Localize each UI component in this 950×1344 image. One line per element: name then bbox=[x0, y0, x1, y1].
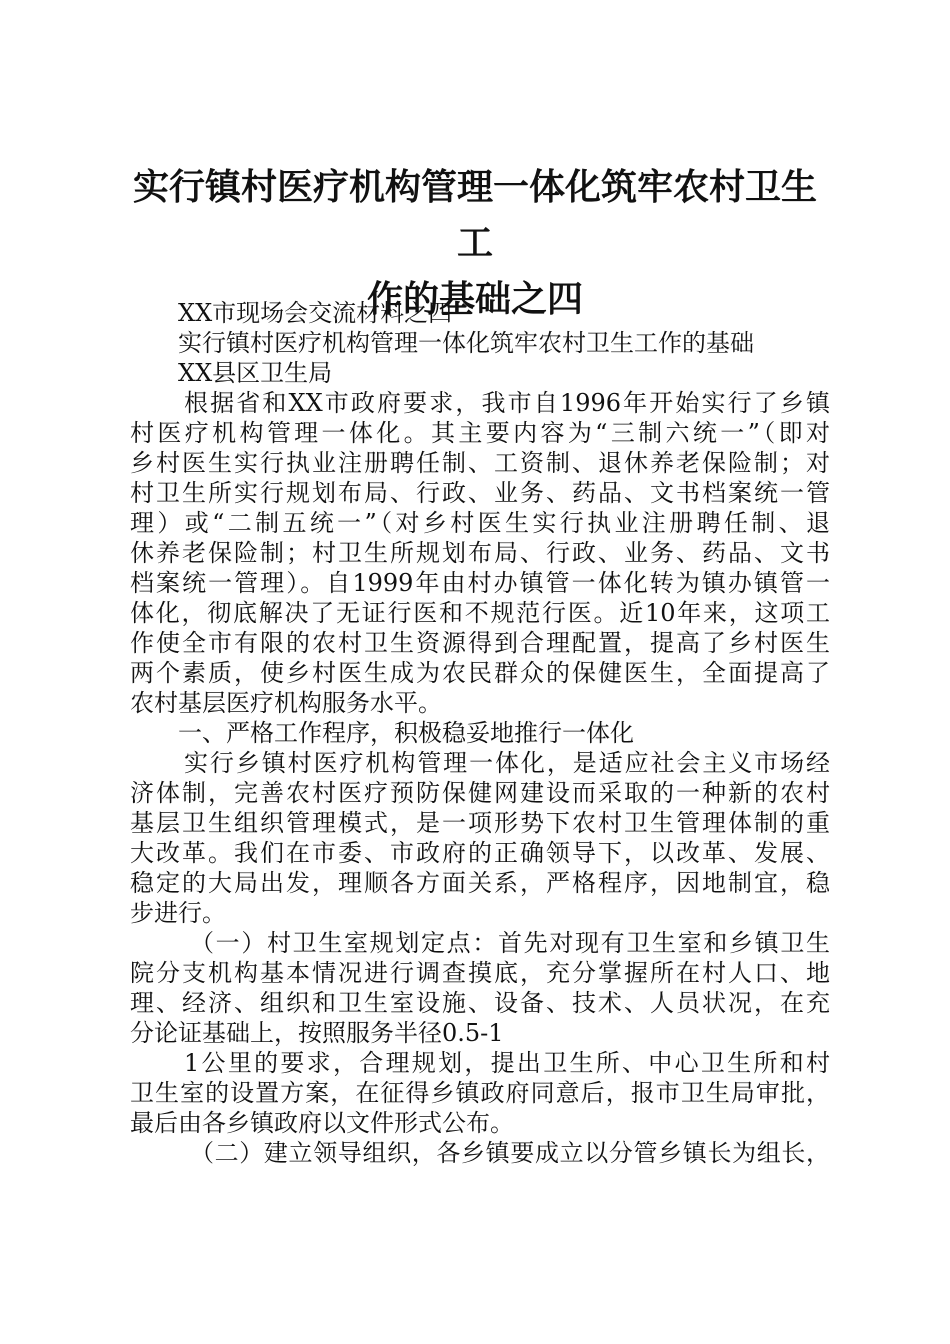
paragraph-line: 卫生室的设置方案，在征得乡镇政府同意后，报市卫生局审批， bbox=[130, 1079, 830, 1107]
section-heading: 一、严格工作程序，积极稳妥地推行一体化 bbox=[178, 719, 634, 747]
title-line-1: 实行镇村医疗机构管理一体化筑牢农村卫生工 bbox=[132, 167, 817, 264]
paragraph-line: 院分支机构基本情况进行调查摸底，充分掌握所在村人口、地 bbox=[130, 959, 830, 987]
paragraph-line: 济体制，完善农村医疗预防保健网建设而采取的一种新的农村 bbox=[130, 779, 830, 807]
document-body bbox=[130, 298, 830, 1168]
paragraph-line: 最后由各乡镇政府以文件形式公布。 bbox=[130, 1109, 514, 1137]
paragraph-line: （二）建立领导组织，各乡镇要成立以分管乡镇长为组长， bbox=[190, 1139, 830, 1167]
paragraph-line: 村卫生所实行规划布局、行政、业务、药品、文书档案统一管 bbox=[130, 479, 830, 507]
paragraph-line: 实行乡镇村医疗机构管理一体化，是适应社会主义市场经 bbox=[184, 749, 830, 777]
paragraph-line: 基层卫生组织管理模式，是一项形势下农村卫生管理体制的重 bbox=[130, 809, 830, 837]
subtitle-line: 实行镇村医疗机构管理一体化筑牢农村卫生工作的基础 bbox=[178, 329, 754, 357]
paragraph-line: 体化，彻底解决了无证行医和不规范行医。近10年来，这项工 bbox=[130, 599, 830, 627]
paragraph-line: 理、经济、组织和卫生室设施、设备、技术、人员状况，在充 bbox=[130, 989, 830, 1017]
paragraph-line: 档案统一管理）。自1999年由村办镇管一体化转为镇办镇管一 bbox=[130, 569, 830, 597]
paragraph-line: 分论证基础上，按照服务半径0.5-1 bbox=[130, 1019, 504, 1047]
title-line-2: 作的基础之四 bbox=[366, 279, 583, 320]
paragraph-line: 两个素质，使乡村医生成为农民群众的保健医生，全面提高了 bbox=[130, 659, 830, 687]
subtitle-line: XX市现场会交流材料之四 bbox=[178, 299, 453, 327]
paragraph-line: 农村基层医疗机构服务水平。 bbox=[130, 689, 442, 717]
paragraph-line: 稳定的大局出发，理顺各方面关系，严格程序，因地制宜，稳 bbox=[130, 869, 830, 897]
paragraph-line: 步进行。 bbox=[130, 899, 226, 927]
paragraph-line: 根据省和XX市政府要求，我市自1996年开始实行了乡镇 bbox=[184, 389, 830, 417]
paragraph-line: （一）村卫生室规划定点：首先对现有卫生室和乡镇卫生 bbox=[190, 929, 830, 957]
paragraph-line: 休养老保险制；村卫生所规划布局、行政、业务、药品、文书 bbox=[130, 539, 830, 567]
paragraph-line: 作使全市有限的农村卫生资源得到合理配置，提高了乡村医生 bbox=[130, 629, 830, 657]
paragraph-line: 1公里的要求，合理规划，提出卫生所、中心卫生所和村 bbox=[184, 1049, 830, 1077]
author-line: XX县区卫生局 bbox=[178, 359, 333, 387]
paragraph-line: 乡村医生实行执业注册聘任制、工资制、退休养老保险制；对 bbox=[130, 449, 830, 477]
paragraph-line: 理）或“二制五统一”（对乡村医生实行执业注册聘任制、退 bbox=[130, 509, 830, 537]
paragraph-line: 村医疗机构管理一体化。其主要内容为“三制六统一”（即对 bbox=[130, 419, 830, 447]
paragraph-line: 大改革。我们在市委、市政府的正确领导下，以改革、发展、 bbox=[130, 839, 830, 867]
